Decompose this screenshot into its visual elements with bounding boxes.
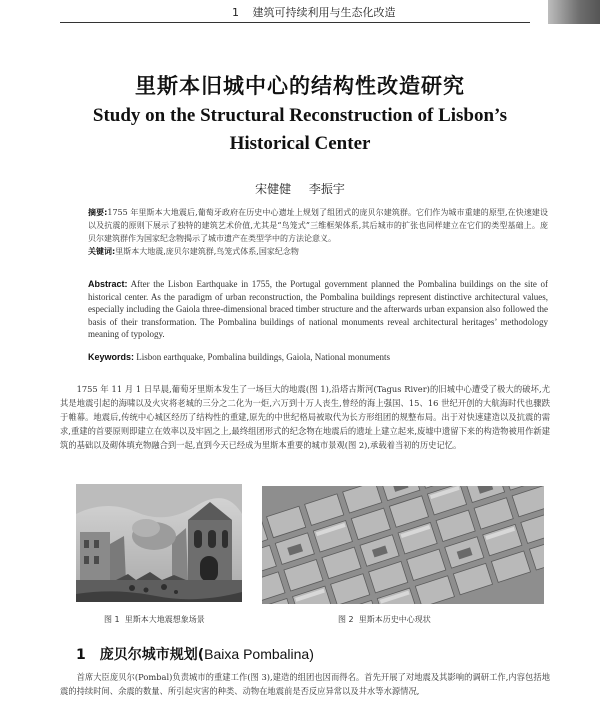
section-heading-1	[76, 644, 314, 664]
abstract-english	[88, 278, 548, 341]
figure-1-earthquake-engraving	[76, 484, 242, 602]
keywords-cn-label: 关键词:	[88, 247, 116, 256]
page-number: 1	[232, 6, 239, 19]
section-number: 1	[76, 647, 86, 663]
abstract-en-label: Abstract:	[88, 279, 128, 289]
section-title-close: )	[309, 646, 314, 662]
figure-1-caption-text: 里斯本大地震想象场景	[124, 615, 205, 624]
section-title-cn: 庞贝尔城市规划(	[99, 647, 205, 663]
keywords-english	[88, 352, 548, 362]
author-1: 宋健健	[255, 182, 292, 196]
header-section-title: 建筑可持续利用与生态化改造	[252, 6, 396, 19]
figure-2-aerial-photo	[262, 486, 544, 604]
body-paragraph-intro: 1755 年 11 月 1 日早晨,葡萄牙里斯本发生了一场巨大的地震(图 1),沿塔古斯河(Tagus River)的旧城中心遭受了极大的破坏,尤其是地震引起的海啸以及火灾将老城的三分之二化为一炬,六万到十万人丧生,曾经的海上强国、15、16 世纪开创的大航海时代也骤跌于帷幕。地震后,传统中心城区经历了结构性的重建,原先的中世纪格局被取代为长方形组团的规整布局。出于对快速建造以及抗震的需求,重建的首要原则即建立在效率以及牢固之上,最终组团形式的纪念物在地震后的遗址上建立起来,废墟中遗留下来的构造物被用作新建筑的基础以及砌体填充物融合到一起,直到今天已经成为里斯本重要的城市景观(图 2),承载着当初的历史记忆。	[60, 384, 550, 450]
figure-1-caption-number: 图 1	[104, 615, 120, 624]
header-rule	[60, 22, 530, 23]
running-header-text	[232, 4, 396, 20]
aerial-photo-illustration	[262, 486, 544, 604]
keywords-en-text: Lisbon earthquake, Pombalina buildings, Gaiola, National monuments	[136, 352, 390, 362]
figure-1-caption	[104, 614, 205, 625]
authors	[0, 180, 600, 197]
section-title-latin: Baixa Pombalina	[204, 646, 310, 662]
engraving-illustration	[76, 484, 242, 602]
abstract-cn-text: 1755 年里斯本大地震后,葡萄牙政府在历史中心遗址上规划了组团式的庞贝尔建筑群。它们作为城市重建的原型,在快速建设以及抗震的原则下展示了独特的建筑艺术价值,尤其是“鸟笼式”三维框架体系,其后城市的扩张也同样建立在它们的类型基础上。庞贝尔建筑群作为国家纪念物揭示了城市遗产在类型学中的方法论意义。	[88, 208, 548, 243]
title-chinese: 里斯本旧城中心的结构性改造研究	[135, 74, 465, 98]
abstract-cn-label: 摘要:	[88, 208, 108, 217]
section-1-paragraph: 首席大臣庞贝尔(Pombal)负责城市的重建工作(图 3),建造的组团也因而得名。首先开展了对地震及其影响的调研工作,内容包括地震的持续时间、余震的数量、所引起灾害的种类、动物在地震前是否反应异常以及井水等水源情况,	[60, 672, 550, 696]
author-2: 李振宇	[308, 182, 345, 196]
title-english: Study on the Structural Reconstruction of Lisbon’s Historical Center	[92, 105, 508, 154]
page-corner-tab	[548, 0, 600, 24]
abstract-chinese-block	[88, 206, 548, 258]
figure-2-caption-text: 里斯本历史中心现状	[358, 615, 431, 624]
figure-2-caption-number: 图 2	[338, 615, 354, 624]
keywords-cn-text: 里斯本大地震,庞贝尔建筑群,鸟笼式体系,国家纪念物	[115, 247, 299, 256]
abstract-en-text: After the Lisbon Earthquake in 1755, the Portugal government planned the Pombalina buildings on the site of historical center. As the paradigm of urban reconstruction, the Pombalina buildings represent distinctive architectural values, especially including the Gaiola three-dimensional braced timber structure and the afterwards urban expansion also followed the basis of their transformation. The Pombalina buildings of national monuments reveal architectural heritages’ methodology meaning of typology.	[88, 279, 548, 340]
running-header	[0, 0, 600, 22]
keywords-en-label: Keywords:	[88, 352, 135, 362]
figure-2-caption	[338, 614, 431, 625]
